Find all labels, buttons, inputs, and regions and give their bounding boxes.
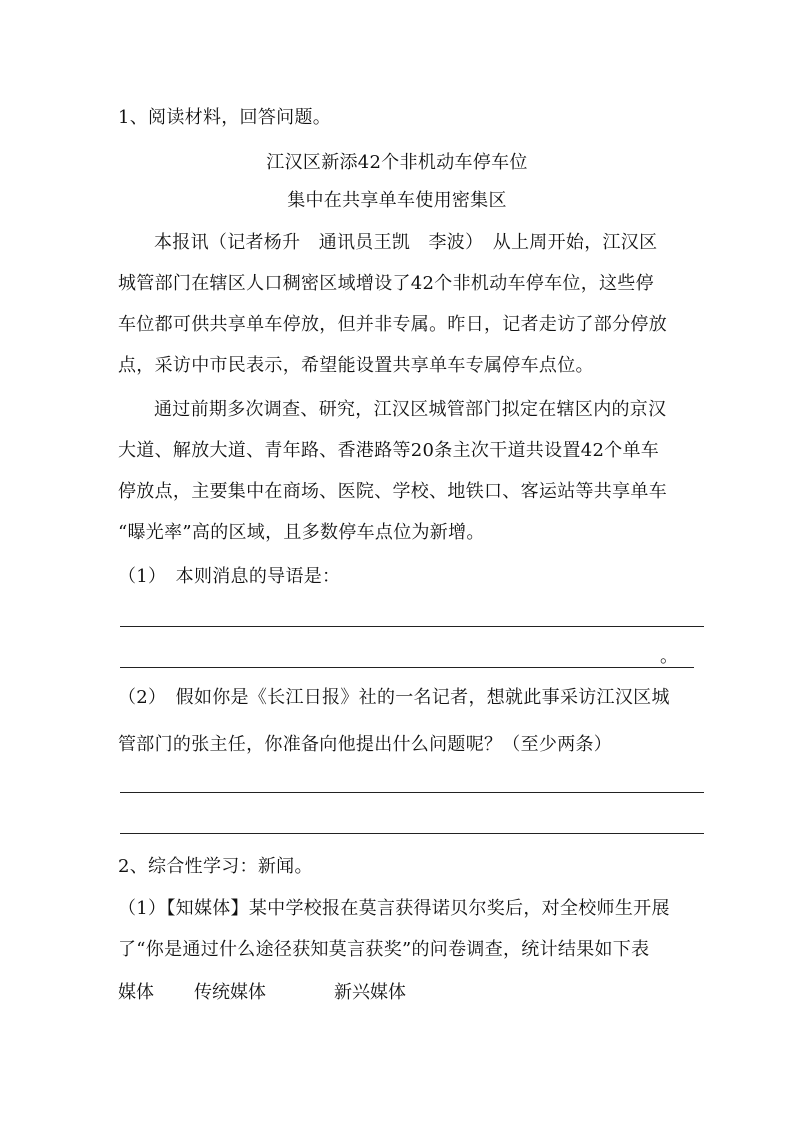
paragraph-1-line-2: 城管部门在辖区人口稠密区域增设了42个非机动车停车位，这些停 (118, 273, 654, 294)
paragraph-1-line-4: 点，采访中市民表示，希望能设置共享单车专属停车点位。 (118, 355, 594, 376)
article-subtitle: 集中在共享单车使用密集区 (287, 190, 507, 211)
paragraph-2-line-1: 通过前期多次调查、研究，江汉区城管部门拟定在辖区内的京汉 (154, 399, 667, 420)
article-title: 江汉区新添42个非机动车停车位 (266, 152, 528, 173)
paragraph-2-line-4: “曝光率”高的区域，且多数停车点位为新增。 (118, 522, 485, 543)
question-1-sub-1: （1） 本则消息的导语是： (118, 566, 341, 587)
answer-line[interactable] (120, 833, 704, 834)
question-2-heading: 2、综合性学习：新闻。 (118, 856, 313, 877)
paragraph-1-line-3: 车位都可供共享单车停放，但并非专属。昨日，记者走访了部分停放 (118, 314, 667, 335)
paragraph-1-line-1: 本报讯（记者杨升 通讯员王凯 李波） 从上周开始，江汉区 (154, 232, 658, 253)
question-2-sub-1-line-2: 了“你是通过什么途径获知莫言获奖”的问卷调查，统计结果如下表 (118, 939, 650, 960)
question-2-sub-1-line-1: （1）【知媒体】某中学校报在莫言获得诺贝尔奖后，对全校师生开展 (118, 898, 670, 919)
paragraph-2-line-2: 大道、解放大道、青年路、香港路等20条主次干道共设置42个单车 (118, 440, 660, 461)
answer-line[interactable] (120, 626, 704, 627)
question-1-sub-2-line-1: （2） 假如你是《长江日报》社的一名记者，想就此事采访江汉区城 (118, 687, 670, 708)
answer-line[interactable] (120, 667, 694, 668)
question-1-sub-2-line-2: 管部门的张主任，你准备向他提出什么问题呢？（至少两条） (118, 734, 613, 755)
table-header-media: 媒体 (118, 982, 154, 1003)
answer-end-mark: 。 (660, 646, 678, 667)
question-1-heading: 1、阅读材料，回答问题。 (118, 107, 332, 128)
answer-line[interactable] (120, 792, 704, 793)
table-header-new-media: 新兴媒体 (334, 982, 406, 1003)
paragraph-2-line-3: 停放点，主要集中在商场、医院、学校、地铁口、客运站等共享单车 (118, 481, 667, 502)
table-header-traditional-media: 传统媒体 (194, 982, 266, 1003)
